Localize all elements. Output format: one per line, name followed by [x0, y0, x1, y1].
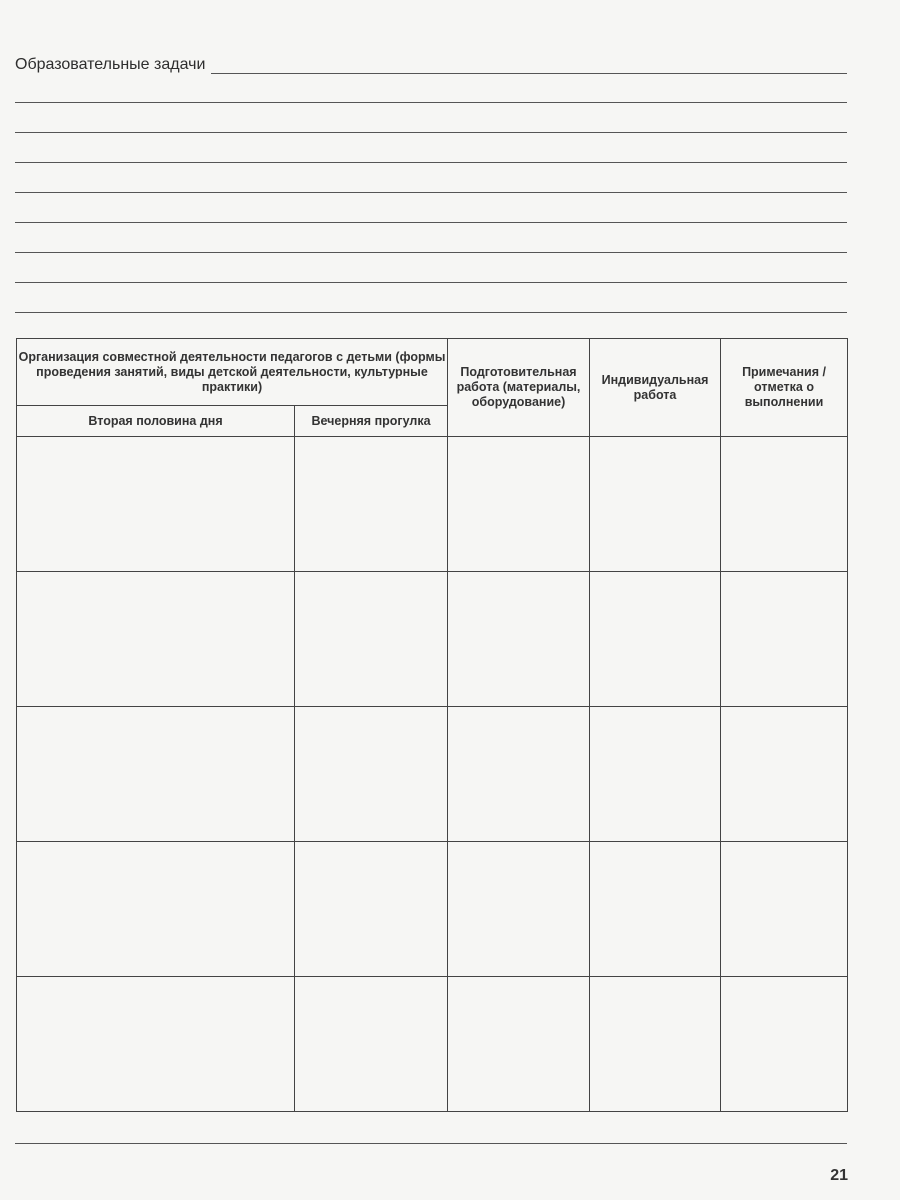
cell-notes[interactable]: [721, 842, 848, 977]
footer-line[interactable]: [15, 1143, 847, 1144]
cell-notes[interactable]: [721, 572, 848, 707]
activity-plan-table: [16, 338, 848, 1112]
objectives-line-2[interactable]: [15, 102, 847, 103]
cell-second-half[interactable]: [17, 977, 295, 1112]
table-row: [17, 572, 848, 707]
objectives-line-6[interactable]: [15, 222, 847, 223]
cell-individual[interactable]: [590, 842, 721, 977]
cell-notes[interactable]: [721, 707, 848, 842]
objectives-line-8[interactable]: [15, 282, 847, 283]
objectives-line-3[interactable]: [15, 132, 847, 133]
header-individual: Индивидуальная работа: [590, 339, 721, 437]
cell-individual[interactable]: [590, 437, 721, 572]
cell-notes[interactable]: [721, 977, 848, 1112]
cell-individual[interactable]: [590, 707, 721, 842]
objectives-line-7[interactable]: [15, 252, 847, 253]
table-row: [17, 707, 848, 842]
cell-second-half[interactable]: [17, 707, 295, 842]
cell-individual[interactable]: [590, 977, 721, 1112]
header-second-half: Вторая половина дня: [17, 406, 295, 437]
cell-evening-walk[interactable]: [295, 572, 448, 707]
cell-preparatory[interactable]: [448, 977, 590, 1112]
objectives-line-1[interactable]: [211, 56, 847, 74]
cell-evening-walk[interactable]: [295, 842, 448, 977]
header-notes: Примечания / отметка о выполнении: [721, 339, 848, 437]
page-number: 21: [830, 1167, 848, 1184]
table-row: [17, 437, 848, 572]
objectives-line-4[interactable]: [15, 162, 847, 163]
cell-second-half[interactable]: [17, 842, 295, 977]
cell-individual[interactable]: [590, 572, 721, 707]
cell-evening-walk[interactable]: [295, 437, 448, 572]
cell-preparatory[interactable]: [448, 707, 590, 842]
cell-second-half[interactable]: [17, 572, 295, 707]
objectives-row: [15, 56, 847, 74]
objectives-line-9[interactable]: [15, 312, 847, 313]
objectives-line-5[interactable]: [15, 192, 847, 193]
table-row: [17, 977, 848, 1112]
header-preparatory: Подготовительная работа (материалы, оборудование): [448, 339, 590, 437]
cell-preparatory[interactable]: [448, 572, 590, 707]
objectives-label: Образовательные задачи: [15, 56, 206, 73]
cell-preparatory[interactable]: [448, 437, 590, 572]
cell-second-half[interactable]: [17, 437, 295, 572]
cell-preparatory[interactable]: [448, 842, 590, 977]
header-evening-walk: Вечерняя прогулка: [295, 406, 448, 437]
header-organization: Организация совместной деятельности педагогов с детьми (формы проведения занятий, виды детской деятельности, культурные практики): [17, 339, 448, 406]
cell-evening-walk[interactable]: [295, 977, 448, 1112]
cell-evening-walk[interactable]: [295, 707, 448, 842]
cell-notes[interactable]: [721, 437, 848, 572]
table-row: [17, 842, 848, 977]
